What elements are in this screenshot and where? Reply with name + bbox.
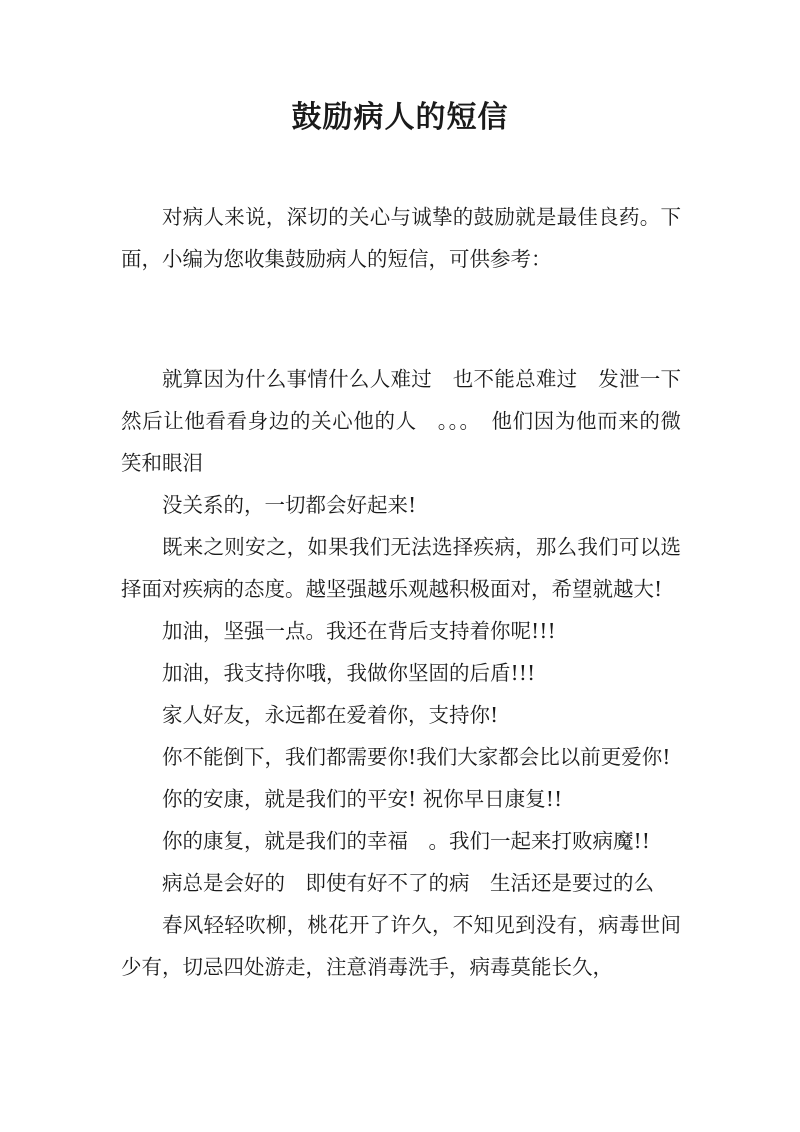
message-paragraph: 你的安康，就是我们的平安! 祝你早日康复!! [162, 787, 563, 811]
message-paragraph: 没关系的，一切都会好起来! [162, 493, 417, 517]
document-body [121, 196, 702, 988]
message-paragraph: 既来之则安之，如果我们无法选择疾病，那么我们可以选择面对疾病的态度。越坚强越乐观越积极面对，希望就越大! [121, 535, 681, 601]
message-paragraph: 你不能倒下，我们都需要你!我们大家都会比以前更爱你! [162, 745, 671, 769]
message-paragraph: 你的康复，就是我们的幸福 。我们一起来打败病魔!! [162, 829, 650, 853]
message-paragraph: 春风轻轻吹柳，桃花开了许久，不知见到没有，病毒世间少有，切忌四处游走，注意消毒洗手，病毒莫能长久， [121, 913, 681, 979]
message-paragraph: 加油，我支持你哦，我做你坚固的后盾!!! [162, 661, 536, 685]
message-paragraph: 病总是会好的 即使有好不了的病 生活还是要过的么 [162, 871, 654, 895]
intro-paragraph: 对病人来说，深切的关心与诚挚的鼓励就是最佳良药。下面，小编为您收集鼓励病人的短信，可供参考： [121, 205, 681, 271]
message-paragraph: 就算因为什么事情什么人难过 也不能总难过 发泄一下 然后让他看看身边的关心他的人 。。。 他们因为他而来的微笑和眼泪 [121, 367, 702, 475]
document-title: 鼓励病人的短信 [291, 100, 509, 135]
message-paragraph: 家人好友，永远都在爱着你，支持你! [162, 703, 499, 727]
message-paragraph: 加油，坚强一点。我还在背后支持着你呢!!! [162, 619, 556, 643]
